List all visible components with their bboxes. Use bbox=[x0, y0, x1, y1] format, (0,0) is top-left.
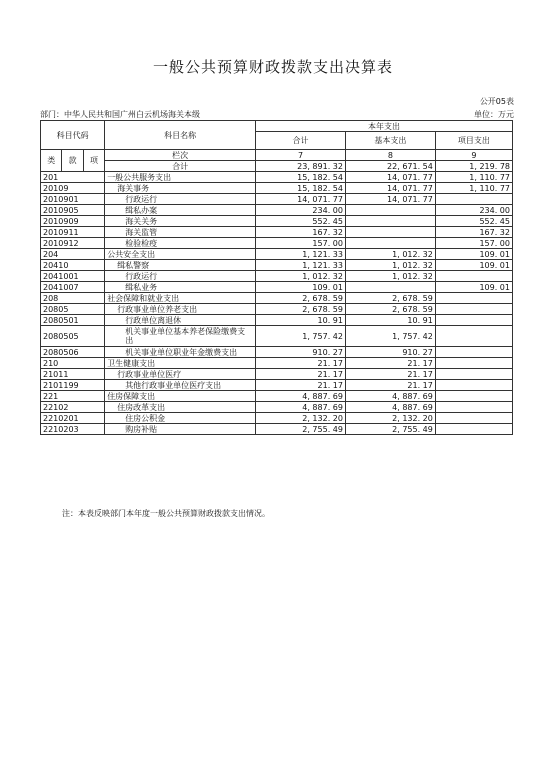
subject-code: 20805 bbox=[41, 304, 105, 315]
subject-name: 住房保障支出 bbox=[105, 391, 256, 402]
subject-code: 221 bbox=[41, 391, 105, 402]
amount-project bbox=[435, 380, 512, 391]
amount-project bbox=[435, 326, 512, 347]
header-xiang: 项 bbox=[83, 150, 104, 172]
subject-name: 住房公积金 bbox=[105, 413, 256, 424]
subject-code: 22102 bbox=[41, 402, 105, 413]
subject-name: 海关事务 bbox=[105, 183, 256, 194]
amount-project bbox=[435, 271, 512, 282]
amount-project: 234. 00 bbox=[435, 205, 512, 216]
subject-name: 行政单位离退休 bbox=[105, 315, 256, 326]
amount-project: 157. 00 bbox=[435, 238, 512, 249]
amount-project: 109. 01 bbox=[435, 260, 512, 271]
row-no-label: 栏次 bbox=[105, 150, 256, 161]
subject-code: 2010909 bbox=[41, 216, 105, 227]
total-label: 合计 bbox=[105, 161, 256, 172]
table-row bbox=[41, 249, 513, 260]
expenditure-table bbox=[40, 120, 513, 435]
table-row bbox=[41, 238, 513, 249]
total-basic: 22, 671. 54 bbox=[345, 161, 435, 172]
amount-total: 2, 678. 59 bbox=[256, 304, 346, 315]
subject-code: 2010911 bbox=[41, 227, 105, 238]
subject-name: 购房补贴 bbox=[105, 424, 256, 435]
subject-name: 缉私警察 bbox=[105, 260, 256, 271]
subject-code: 20410 bbox=[41, 260, 105, 271]
amount-total: 910. 27 bbox=[256, 347, 346, 358]
header-current-year: 本年支出 bbox=[256, 121, 513, 132]
amount-basic: 4, 887. 69 bbox=[345, 391, 435, 402]
amount-total: 2, 132. 20 bbox=[256, 413, 346, 424]
amount-total: 234. 00 bbox=[256, 205, 346, 216]
amount-total: 167. 32 bbox=[256, 227, 346, 238]
amount-project: 109. 01 bbox=[435, 282, 512, 293]
table-row bbox=[41, 413, 513, 424]
subject-code: 2210201 bbox=[41, 413, 105, 424]
subject-name: 机关事业单位职业年金缴费支出 bbox=[105, 347, 256, 358]
amount-total: 4, 887. 69 bbox=[256, 402, 346, 413]
table-row bbox=[41, 194, 513, 205]
amount-basic: 4, 887. 69 bbox=[345, 402, 435, 413]
total-row bbox=[41, 161, 513, 172]
amount-basic: 14, 071. 77 bbox=[345, 194, 435, 205]
subject-code: 210 bbox=[41, 358, 105, 369]
subject-code: 2041007 bbox=[41, 282, 105, 293]
amount-total: 1, 121. 33 bbox=[256, 249, 346, 260]
subject-code: 2210203 bbox=[41, 424, 105, 435]
total-total: 23, 891. 32 bbox=[256, 161, 346, 172]
subject-code: 2010905 bbox=[41, 205, 105, 216]
total-project: 1, 219. 78 bbox=[435, 161, 512, 172]
amount-basic: 21. 17 bbox=[345, 369, 435, 380]
col-no-7: 7 bbox=[256, 150, 346, 161]
table-row bbox=[41, 172, 513, 183]
subject-name: 公共安全支出 bbox=[105, 249, 256, 260]
amount-basic bbox=[345, 227, 435, 238]
header-project: 项目支出 bbox=[435, 132, 512, 150]
amount-total: 109. 01 bbox=[256, 282, 346, 293]
header-lei: 类 bbox=[41, 150, 62, 172]
col-no-8: 8 bbox=[345, 150, 435, 161]
amount-project bbox=[435, 194, 512, 205]
table-row bbox=[41, 293, 513, 304]
amount-project: 1, 110. 77 bbox=[435, 172, 512, 183]
table-row bbox=[41, 271, 513, 282]
subject-name: 社会保障和就业支出 bbox=[105, 293, 256, 304]
amount-basic: 10. 91 bbox=[345, 315, 435, 326]
amount-total: 2, 678. 59 bbox=[256, 293, 346, 304]
subject-name: 缉私业务 bbox=[105, 282, 256, 293]
amount-basic: 1, 012. 32 bbox=[345, 271, 435, 282]
amount-basic: 2, 132. 20 bbox=[345, 413, 435, 424]
table-row bbox=[41, 227, 513, 238]
subject-name: 一般公共服务支出 bbox=[105, 172, 256, 183]
header-subject-code: 科目代码 bbox=[41, 121, 105, 150]
subject-name: 海关关务 bbox=[105, 216, 256, 227]
amount-total: 1, 121. 33 bbox=[256, 260, 346, 271]
table-row bbox=[41, 347, 513, 358]
amount-total: 21. 17 bbox=[256, 369, 346, 380]
subject-name: 缉私办案 bbox=[105, 205, 256, 216]
subject-code: 2041001 bbox=[41, 271, 105, 282]
page-title: 一般公共预算财政拨款支出决算表 bbox=[152, 58, 393, 76]
subject-name: 卫生健康支出 bbox=[105, 358, 256, 369]
amount-basic: 21. 17 bbox=[345, 380, 435, 391]
amount-project: 109. 01 bbox=[435, 249, 512, 260]
amount-total: 157. 00 bbox=[256, 238, 346, 249]
amount-total: 21. 17 bbox=[256, 358, 346, 369]
subject-name: 机关事业单位基本养老保险缴费支出 bbox=[105, 326, 256, 347]
table-row bbox=[41, 205, 513, 216]
amount-project bbox=[435, 358, 512, 369]
table-row bbox=[41, 315, 513, 326]
header-subject-name: 科目名称 bbox=[105, 121, 256, 150]
amount-project bbox=[435, 369, 512, 380]
amount-total: 552. 45 bbox=[256, 216, 346, 227]
subject-code: 2010901 bbox=[41, 194, 105, 205]
table-row bbox=[41, 369, 513, 380]
amount-basic: 910. 27 bbox=[345, 347, 435, 358]
amount-basic: 21. 17 bbox=[345, 358, 435, 369]
table-row bbox=[41, 216, 513, 227]
amount-basic: 14, 071. 77 bbox=[345, 172, 435, 183]
subject-code: 201 bbox=[41, 172, 105, 183]
amount-project bbox=[435, 413, 512, 424]
amount-basic: 1, 012. 32 bbox=[345, 260, 435, 271]
amount-project bbox=[435, 402, 512, 413]
subject-code: 2080505 bbox=[41, 326, 105, 347]
header-total: 合计 bbox=[256, 132, 346, 150]
table-row bbox=[41, 358, 513, 369]
amount-project bbox=[435, 391, 512, 402]
amount-project bbox=[435, 347, 512, 358]
department-label: 部门：中华人民共和国广州白云机场海关本级 bbox=[40, 110, 200, 119]
amount-total: 10. 91 bbox=[256, 315, 346, 326]
amount-project: 1, 110. 77 bbox=[435, 183, 512, 194]
amount-basic bbox=[345, 216, 435, 227]
amount-basic: 2, 678. 59 bbox=[345, 304, 435, 315]
amount-project bbox=[435, 293, 512, 304]
amount-total: 14, 071. 77 bbox=[256, 194, 346, 205]
amount-total: 2, 755. 49 bbox=[256, 424, 346, 435]
subject-name: 行政事业单位养老支出 bbox=[105, 304, 256, 315]
col-no-9: 9 bbox=[435, 150, 512, 161]
subject-code: 20109 bbox=[41, 183, 105, 194]
unit-label: 单位：万元 bbox=[474, 110, 514, 119]
table-row bbox=[41, 380, 513, 391]
subject-code: 2010912 bbox=[41, 238, 105, 249]
amount-total: 15, 182. 54 bbox=[256, 172, 346, 183]
header-row-1 bbox=[41, 121, 513, 132]
footnote: 注：本表反映部门本年度一般公共预算财政拨款支出情况。 bbox=[62, 509, 270, 518]
amount-total: 4, 887. 69 bbox=[256, 391, 346, 402]
header-basic: 基本支出 bbox=[345, 132, 435, 150]
table-row bbox=[41, 326, 513, 347]
subject-name: 行政运行 bbox=[105, 194, 256, 205]
amount-basic bbox=[345, 282, 435, 293]
subject-name: 行政事业单位医疗 bbox=[105, 369, 256, 380]
table-row bbox=[41, 391, 513, 402]
amount-total: 15, 182. 54 bbox=[256, 183, 346, 194]
subject-code: 208 bbox=[41, 293, 105, 304]
subject-code: 2080506 bbox=[41, 347, 105, 358]
subject-code: 204 bbox=[41, 249, 105, 260]
table-row bbox=[41, 424, 513, 435]
table-row bbox=[41, 282, 513, 293]
subject-name: 住房改革支出 bbox=[105, 402, 256, 413]
amount-total: 21. 17 bbox=[256, 380, 346, 391]
amount-basic: 1, 012. 32 bbox=[345, 249, 435, 260]
subject-name: 其他行政事业单位医疗支出 bbox=[105, 380, 256, 391]
amount-basic: 2, 678. 59 bbox=[345, 293, 435, 304]
amount-project bbox=[435, 315, 512, 326]
subject-code: 2101199 bbox=[41, 380, 105, 391]
subject-name: 行政运行 bbox=[105, 271, 256, 282]
subject-name: 检验检疫 bbox=[105, 238, 256, 249]
amount-project: 167. 32 bbox=[435, 227, 512, 238]
amount-project bbox=[435, 304, 512, 315]
amount-basic: 14, 071. 77 bbox=[345, 183, 435, 194]
header-kuan: 款 bbox=[62, 150, 83, 172]
amount-basic bbox=[345, 205, 435, 216]
subject-code: 21011 bbox=[41, 369, 105, 380]
amount-project bbox=[435, 424, 512, 435]
amount-total: 1, 757. 42 bbox=[256, 326, 346, 347]
amount-total: 1, 012. 32 bbox=[256, 271, 346, 282]
subject-name: 海关监管 bbox=[105, 227, 256, 238]
form-number: 公开05表 bbox=[479, 97, 514, 106]
amount-basic bbox=[345, 238, 435, 249]
amount-project: 552. 45 bbox=[435, 216, 512, 227]
header-row-3 bbox=[41, 150, 513, 161]
table-row bbox=[41, 304, 513, 315]
amount-basic: 1, 757. 42 bbox=[345, 326, 435, 347]
table-row bbox=[41, 260, 513, 271]
table-row bbox=[41, 183, 513, 194]
amount-basic: 2, 755. 49 bbox=[345, 424, 435, 435]
subject-code: 2080501 bbox=[41, 315, 105, 326]
table-row bbox=[41, 402, 513, 413]
